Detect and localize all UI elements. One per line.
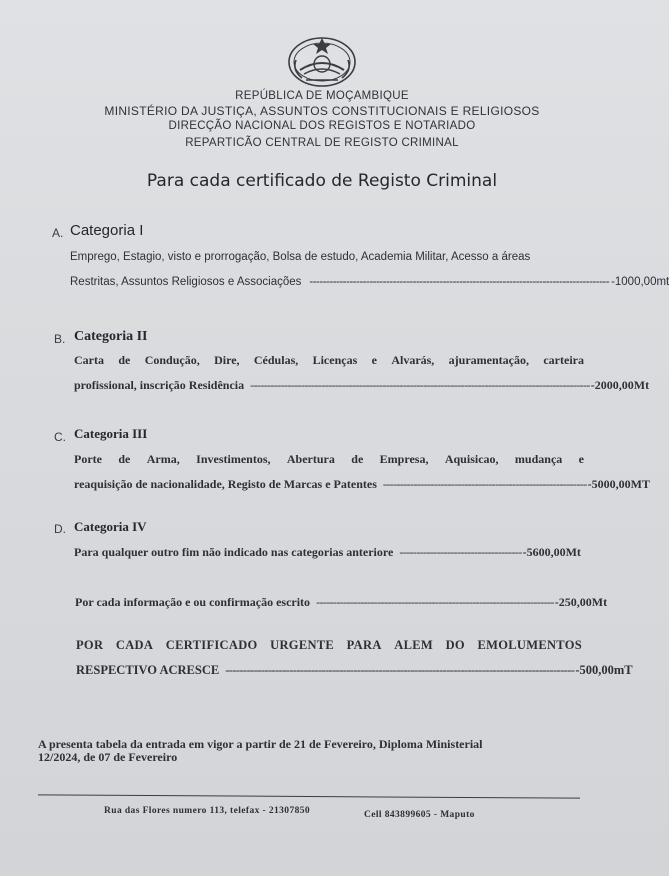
word: Abertura: [286, 452, 335, 466]
category-3-line-2-text: reaquisição de nacionalidade, Registo de Marcas e Patentes: [74, 477, 377, 491]
leader-dashes: --------------------------------------------------------------------------------------------------: [225, 663, 575, 677]
category-letter-c: C.: [54, 430, 66, 444]
word: Arma,: [146, 452, 180, 466]
footer-address: Rua das Flores numero 113, telefax - 21307850: [104, 806, 311, 816]
word: e: [578, 452, 584, 466]
category-4-price: -5600,00Mt: [522, 545, 581, 559]
word: CADA: [115, 638, 154, 652]
category-1-title: Categoria I: [70, 222, 144, 239]
word: Carta: [74, 353, 104, 367]
category-4-title: Categoria IV: [74, 519, 147, 534]
notice-line-1: A presenta tabela da entrada em vigor a partir de 21 de Fevereiro, Diploma Ministerial: [38, 737, 483, 751]
word: de: [351, 452, 364, 466]
word: URGENTE: [270, 638, 335, 652]
leader-dashes: ------------------------------------------------------------------------------------------: [309, 276, 610, 288]
category-2-line-2: [74, 378, 650, 393]
word: PARA: [346, 638, 382, 652]
urgent-line-2-text: RESPECTIVO ACRESCE: [76, 663, 220, 677]
word: POR: [76, 638, 104, 652]
category-1-line-1: Emprego, Estagio, visto e prorrogação, Bolsa de estudo, Academia Militar, Acesso a áreas: [70, 251, 531, 263]
word: EMOLUMENTOS: [477, 638, 582, 652]
word: CERTIFICADO: [165, 638, 258, 652]
word: Cédulas,: [253, 353, 299, 367]
word: Aquisicao,: [444, 452, 499, 466]
word: e: [371, 353, 377, 367]
word: de: [118, 353, 131, 367]
urgent-line-2: [76, 663, 633, 678]
word: Porte: [74, 452, 102, 466]
information-price: -250,00Mt: [554, 595, 608, 609]
information-line: [75, 595, 608, 610]
word: Dire,: [214, 353, 240, 367]
information-text: Por cada informação e ou confirmação escrito: [75, 595, 311, 609]
category-letter-b: B.: [54, 332, 66, 346]
category-1-line-2: [70, 276, 669, 288]
word: carteira: [543, 353, 584, 367]
notice-line-2: 12/2024, de 07 de Fevereiro: [38, 750, 178, 764]
leader-dashes: ------------------------------------: [399, 545, 522, 559]
word: mudança: [514, 452, 563, 466]
word: DO: [445, 638, 465, 652]
category-3-title: Categoria III: [74, 426, 148, 441]
category-1-price: -1000,00mt: [611, 276, 669, 288]
page-title: Para cada certificado de Registo Criminal: [146, 171, 498, 191]
category-3-line-2: [74, 477, 650, 492]
category-2-title: Categoria II: [74, 329, 148, 344]
word: Alvarás,: [391, 353, 435, 367]
category-2-line-2-text: profissional, inscrição Residência: [74, 378, 245, 392]
word: Licenças: [312, 353, 358, 367]
urgent-line-1: [76, 638, 582, 653]
category-3-line-1: [74, 452, 584, 467]
word: Investimentos,: [196, 452, 271, 466]
header-ministry: MINISTÉRIO DA JUSTIÇA, ASSUNTOS CONSTITUCIONAIS E RELIGIOSOS: [104, 104, 540, 118]
category-letter-a: A.: [52, 226, 64, 240]
word: Condução,: [144, 353, 200, 367]
header-republic: REPÚBLICA DE MOÇAMBIQUE: [235, 90, 409, 102]
category-2-price: -2000,00Mt: [590, 378, 650, 392]
category-2-line-1: [74, 353, 584, 368]
category-4-line-1: [74, 545, 581, 560]
leader-dashes: ----------------------------------------------------------------------------------------------------: [250, 378, 590, 392]
footer-cell: Cell 843899605 - Maputo: [364, 810, 475, 820]
word: ajuramentação,: [448, 353, 529, 367]
category-4-line-1-text: Para qualquer outro fim não indicado nas categorias anteriore: [74, 545, 394, 559]
leader-dashes: ------------------------------------------------------------: [382, 477, 587, 491]
header-directorate: DIRECÇÃO NACIONAL DOS REGISTOS E NOTARIADO: [168, 120, 476, 132]
word: de: [118, 452, 131, 466]
leader-dashes: ----------------------------------------------------------------------: [316, 595, 554, 609]
header-department: REPARTICÃO CENTRAL DE REGISTO CRIMINAL: [185, 137, 459, 149]
mozambique-coat-of-arms-icon: [286, 34, 358, 88]
category-3-price: -5000,00MT: [587, 477, 650, 491]
category-letter-d: D.: [54, 522, 66, 536]
urgent-price: -500,00mT: [575, 663, 633, 677]
word: ALEM: [394, 638, 433, 652]
footer-divider: [38, 794, 580, 798]
word: Empresa,: [379, 452, 429, 466]
category-1-line-2-text: Restritas, Assuntos Religiosos e Associações: [70, 276, 302, 288]
